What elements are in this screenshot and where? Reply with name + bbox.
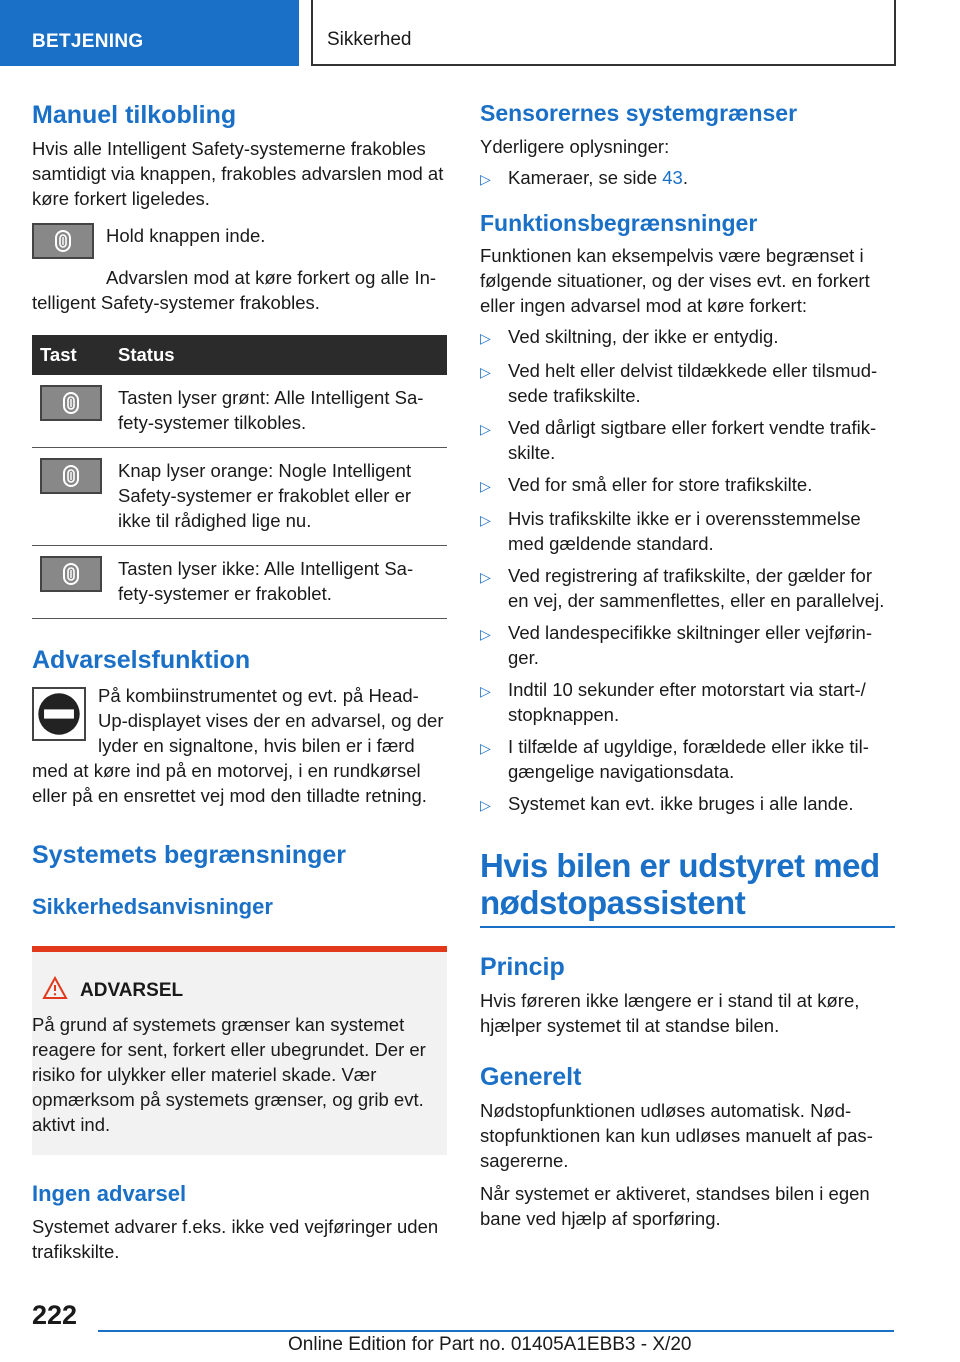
list-item-text: Ved registrering af trafikskilte, der gælder for en vej, der sammenflettes, eller en parallelvej. <box>508 565 885 612</box>
list-item <box>480 415 895 465</box>
general-paragraph-1: Nødstopfunktionen udløses automatisk. Nødstopfunktionen kan kun udløses manuelt af passagererne. <box>480 1100 873 1172</box>
sensor-list <box>480 165 895 192</box>
sensor-heading: Sensorernes systemgrænser <box>480 100 798 126</box>
nowarn-heading: Ingen advarsel <box>32 1181 187 1207</box>
no-entry-sign-icon <box>32 687 86 741</box>
list-item <box>480 563 895 613</box>
list-item-text: Ved helt eller delvist tildækkede eller tilsmudsede trafikskilte. <box>508 360 878 407</box>
sensor-paragraph: Yderligere oplysninger: <box>480 135 670 157</box>
intelligent-safety-button-icon <box>40 556 102 592</box>
left-column <box>32 100 447 1264</box>
list-item <box>480 791 895 818</box>
warning-text: På grund af systemets grænser kan systemet reagere for sent, forkert eller ubegrundet. Der er risiko for ulykker eller materiel skade. Vær opmærksom på systemets grænser, og grib evt. aktivt ind. <box>32 1014 426 1136</box>
princip-heading: Princip <box>480 953 565 982</box>
list-item <box>480 620 895 670</box>
list-item-text: Hvis trafikskilte ikke er i overensstemmelse med gældende standard. <box>508 508 861 555</box>
safety-heading: Sikkerhedsanvisninger <box>32 894 273 919</box>
list-item <box>480 324 895 351</box>
hold-button-result: Advarslen mod at køre forkert og alle Intelligent Safety-systemer frakobles. <box>32 267 437 313</box>
table-row <box>32 448 447 546</box>
list-item <box>480 677 895 727</box>
intelligent-safety-button-icon <box>40 458 102 494</box>
list-item <box>480 358 895 408</box>
emergency-assistant-heading: Hvis bilen er udstyret med nødstopassistent <box>480 847 880 922</box>
list-item-text: Ved landespecifikke skiltninger eller vejføringer. <box>508 622 873 669</box>
list-item <box>480 734 895 784</box>
table-cell-status: Tasten lyser grønt: Alle Intelligent Safety-systemer tilkobles. <box>110 375 447 448</box>
triangle-bullet-icon: ▷ <box>480 797 491 814</box>
footer-divider <box>98 1330 894 1332</box>
list-item-text: I tilfælde af ugyldige, forældede eller ikke tilgængelige navigationsdata. <box>508 736 869 783</box>
table-header-status: Status <box>110 335 447 375</box>
edition-text: Online Edition for Part no. 01405A1EBB3 - X/20 <box>288 1334 692 1355</box>
triangle-bullet-icon: ▷ <box>480 626 491 643</box>
princip-paragraph: Hvis føreren ikke længere er i stand til at køre, hjælper systemet til at standse bilen. <box>480 990 860 1037</box>
page-link[interactable]: 43 <box>662 166 683 188</box>
limits-heading: Systemets begrænsninger <box>32 841 346 869</box>
list-item <box>480 506 895 556</box>
list-item-text: Indtil 10 sekunder efter motorstart via start-/ stopknappen. <box>508 679 866 726</box>
triangle-bullet-icon: ▷ <box>480 740 491 757</box>
status-table <box>32 335 447 619</box>
chapter-tab: Sikkerhed <box>311 0 896 66</box>
general-paragraph-2: Når systemet er aktiveret, standses bilen i egen bane ved hjælp af sporføring. <box>480 1183 870 1230</box>
list-item-text: Ved dårligt sigtbare eller forkert vendte trafikskilte. <box>508 417 877 464</box>
table-row <box>32 375 447 448</box>
warning-triangle-icon <box>42 976 68 1006</box>
triangle-bullet-icon: ▷ <box>480 478 491 495</box>
table-header-tast: Tast <box>32 335 110 375</box>
general-heading: Generelt <box>480 1063 582 1092</box>
func-paragraph: Funktionen kan eksempelvis være begrænset i følgende situationer, og der vises evt. en forkert eller ingen advarsel mod at køre forkert: <box>480 245 870 317</box>
hold-button-row <box>32 223 447 259</box>
triangle-bullet-icon: ▷ <box>480 170 491 187</box>
triangle-bullet-icon: ▷ <box>480 569 491 586</box>
nowarn-paragraph: Systemet advarer f.eks. ikke ved vejføringer uden trafikskilte. <box>32 1215 439 1262</box>
warnfunc-paragraph: På kombiinstrumentet og evt. på Head-Up-displayet vises der en advarsel, og der lyder en signaltone, hvis bilen er i færd med at køre ind på en motorvej, i en rundkørsel eller på en ensrettet vej mod den tilladte retning. <box>32 685 444 806</box>
intelligent-safety-button-icon <box>40 385 102 421</box>
warnfunc-heading: Advarselsfunktion <box>32 646 251 674</box>
table-row <box>32 546 447 619</box>
warning-box <box>32 946 447 1155</box>
func-list <box>480 324 895 818</box>
right-column <box>480 100 895 1231</box>
manual-paragraph: Hvis alle Intelligent Safety-systemerne frakobles samtidigt via knappen, frakobles advarslen mod at køre forkert ligeledes. <box>32 138 444 209</box>
warning-label: ADVARSEL <box>80 980 184 1002</box>
section-tab: BETJENING <box>0 0 299 66</box>
list-item-text: Ved for små eller for store trafikskilte. <box>508 474 813 496</box>
list-item-text: Ved skiltning, der ikke er entydig. <box>508 326 779 348</box>
intelligent-safety-button-icon <box>32 223 94 259</box>
triangle-bullet-icon: ▷ <box>480 364 491 381</box>
triangle-bullet-icon: ▷ <box>480 421 491 438</box>
warning-header <box>32 976 437 1006</box>
page-header <box>0 0 960 66</box>
list-item-text: Systemet kan evt. ikke bruges i alle lande. <box>508 793 854 815</box>
manual-heading: Manuel tilkobling <box>32 101 237 129</box>
table-cell-status: Tasten lyser ikke: Alle Intelligent Safety-systemer er frakoblet. <box>110 546 447 619</box>
hold-button-text: Hold knappen inde. <box>106 225 266 246</box>
page-number: 222 <box>32 1300 78 1330</box>
big-heading-block <box>480 848 895 928</box>
warnfunc-block <box>32 683 447 808</box>
func-heading: Funktionsbegrænsninger <box>480 209 758 236</box>
triangle-bullet-icon: ▷ <box>480 683 491 700</box>
triangle-bullet-icon: ▷ <box>480 512 491 529</box>
list-item: ▷ Kameraer, se side 43. <box>480 165 895 192</box>
list-item <box>480 472 895 499</box>
table-cell-status: Knap lyser orange: Nogle Intelligent Safety-systemer er frakoblet eller er ikke til rådighed lige nu. <box>110 448 447 546</box>
triangle-bullet-icon: ▷ <box>480 330 491 347</box>
